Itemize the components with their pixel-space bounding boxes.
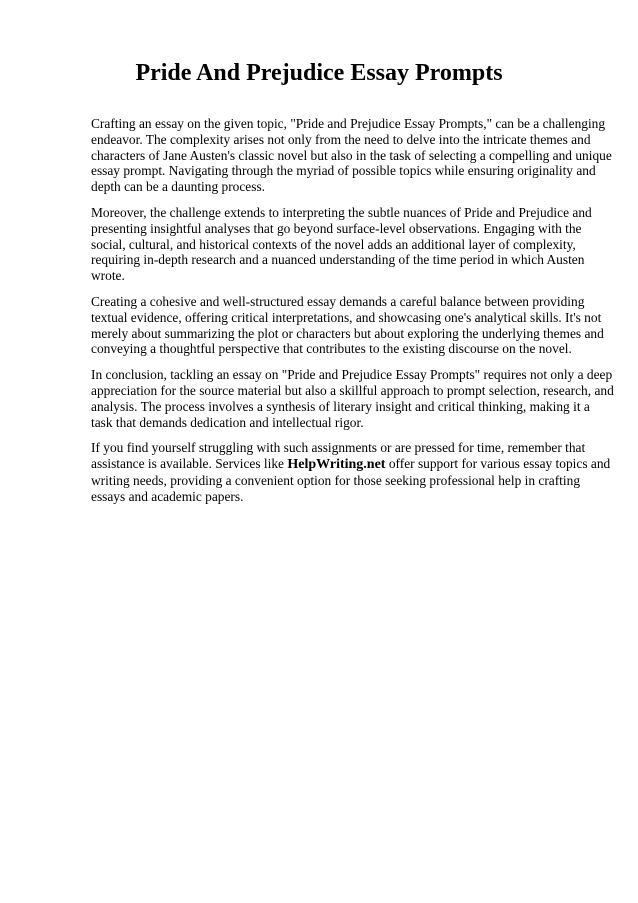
paragraph-4 — [91, 367, 614, 430]
paragraph-line: writing needs, providing a convenient option for those seeking professional help in crafting — [91, 472, 581, 488]
paragraph-5 — [91, 440, 611, 504]
paragraph-line: merely about summarizing the plot or characters but about exploring the underlying themes and — [91, 325, 604, 341]
paragraph-line: endeavor. The complexity arises not only from the need to delve into the intricate themes and — [91, 131, 591, 147]
paragraph-line: If you find yourself struggling with such assignments or are pressed for time, remember that — [91, 440, 586, 456]
paragraph-line: analysis. The process involves a synthesis of literary insight and critical thinking, making it a — [91, 398, 590, 414]
paragraph-line: Moreover, the challenge extends to interpreting the subtle nuances of Pride and Prejudice and — [91, 204, 592, 220]
paragraph-line: presenting insightful analyses that go beyond surface-level observations. Engaging with the — [91, 220, 582, 236]
paragraph-line: Crafting an essay on the given topic, "Pride and Prejudice Essay Prompts," can be a challenging — [91, 116, 606, 131]
paragraph-line-with-brand — [91, 456, 611, 473]
paragraph-3 — [91, 293, 604, 357]
document-title: Pride And Prejudice Essay Prompts — [135, 60, 503, 86]
paragraph-line: appreciation for the source material but also a skillful approach to prompt selection, research, and — [91, 382, 614, 398]
paragraph-line: wrote. — [91, 268, 125, 284]
paragraph-line: task that demands dedication and intellectual rigor. — [91, 414, 364, 430]
paragraph-text: assistance is available. Services like — [91, 456, 288, 472]
helpwriting-brand-link[interactable]: HelpWriting.net — [287, 457, 386, 473]
document-body — [91, 116, 614, 505]
paragraph-text: offer support for various essay topics and — [385, 456, 611, 472]
paragraph-line: social, cultural, and historical contexts of the novel adds an additional layer of complexity, — [91, 236, 576, 252]
paragraph-2 — [91, 205, 601, 284]
paragraph-line: textual evidence, offering critical interpretations, and showcasing one's analytical skills. It's not — [91, 309, 602, 325]
paragraph-1 — [91, 116, 612, 195]
paragraph-line: essays and academic papers. — [91, 488, 244, 504]
paragraph-line: characters of Jane Austen's classic novel but also in the task of selecting a compelling and unique — [91, 147, 612, 163]
paragraph-line: requiring in-depth research and a nuanced understanding of the time period in which Austen — [91, 252, 585, 268]
paragraph-line: In conclusion, tackling an essay on "Pride and Prejudice Essay Prompts" requires not only a deep — [91, 367, 613, 383]
document-page — [91, 58, 614, 515]
paragraph-line: essay prompt. Navigating through the myriad of possible topics while ensuring originality and — [91, 163, 596, 179]
paragraph-line: Creating a cohesive and well-structured essay demands a careful balance between providing — [91, 293, 585, 309]
paragraph-line: conveying a thoughtful perspective that contributes to the existing discourse on the novel. — [91, 341, 572, 357]
paragraph-line: depth can be a daunting process. — [91, 179, 266, 195]
